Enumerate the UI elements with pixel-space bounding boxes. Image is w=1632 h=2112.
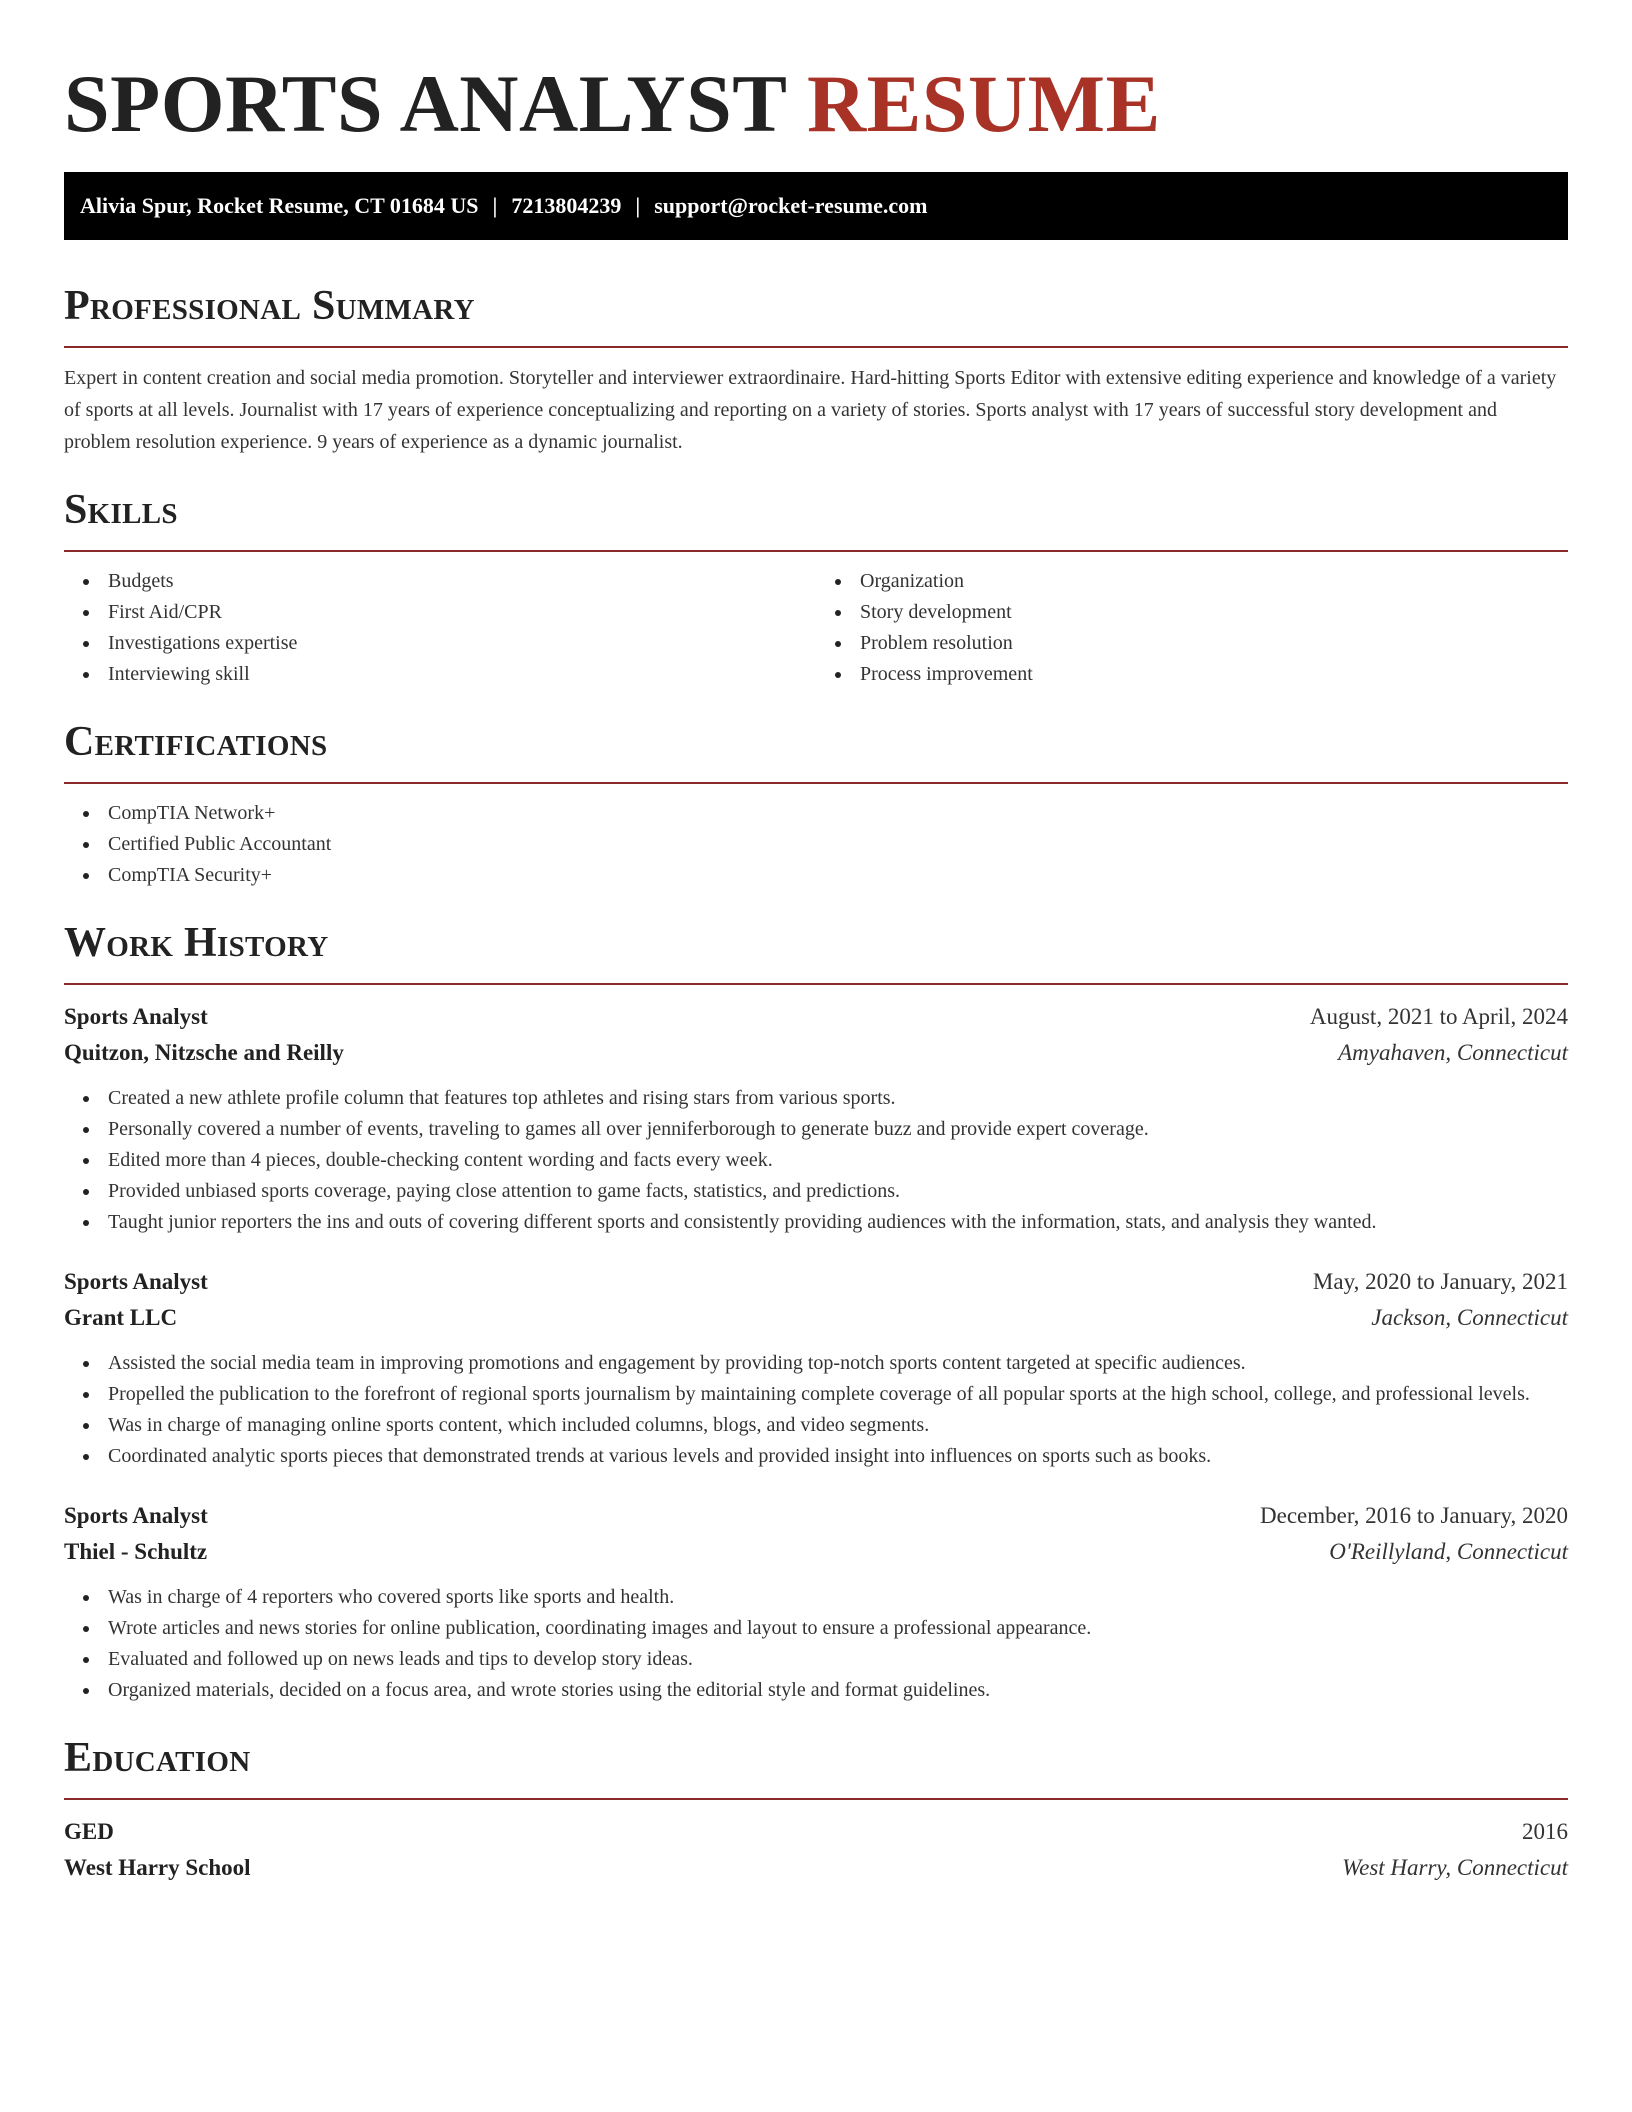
skill-item: Story development xyxy=(816,597,1568,628)
job-duties xyxy=(64,1348,1568,1472)
job-location: Amyahaven, Connecticut xyxy=(1338,1040,1568,1065)
skill-item: First Aid/CPR xyxy=(64,597,816,628)
contact-separator: | xyxy=(492,193,498,218)
job-duty: Organized materials, decided on a focus area, and wrote stories using the editorial style and format guidelines. xyxy=(64,1675,1568,1706)
education-heading: Education xyxy=(64,1735,251,1781)
job-duty: Wrote articles and news stories for online publication, coordinating images and layout to ensure a professional appearance. xyxy=(64,1613,1568,1644)
job-duty: Created a new athlete profile column that features top athletes and rising stars from various sports. xyxy=(64,1083,1568,1114)
job-entry xyxy=(64,1498,1568,1706)
job-entry xyxy=(64,1264,1568,1472)
job-duty: Evaluated and followed up on news leads and tips to develop story ideas. xyxy=(64,1644,1568,1675)
certification-item: Certified Public Accountant xyxy=(64,829,1568,860)
job-header-row xyxy=(64,1264,1568,1300)
education-location: West Harry, Connecticut xyxy=(1342,1855,1568,1880)
job-title: Sports Analyst xyxy=(64,1004,208,1029)
job-company-row xyxy=(64,1035,1568,1071)
work-history-heading: Work History xyxy=(64,920,329,966)
job-company: Quitzon, Nitzsche and Reilly xyxy=(64,1040,344,1065)
education-degree: GED xyxy=(64,1819,114,1844)
section-divider xyxy=(64,1798,1568,1800)
job-duties xyxy=(64,1582,1568,1706)
job-entry xyxy=(64,999,1568,1238)
job-duty: Taught junior reporters the ins and outs of covering different sports and consistently providing audiences with the information, stats, and analysis they wanted. xyxy=(64,1207,1568,1238)
skill-item: Investigations expertise xyxy=(64,628,816,659)
job-title: Sports Analyst xyxy=(64,1503,208,1528)
certifications-section xyxy=(64,716,1568,891)
job-dates: December, 2016 to January, 2020 xyxy=(1260,1503,1568,1528)
contact-phone: 7213804239 xyxy=(511,193,622,218)
title-main: SPORTS ANALYST xyxy=(64,58,786,149)
skill-item: Interviewing skill xyxy=(64,659,816,690)
job-title: Sports Analyst xyxy=(64,1269,208,1294)
certification-item: CompTIA Network+ xyxy=(64,798,1568,829)
skills-list-left xyxy=(64,566,816,690)
section-divider xyxy=(64,983,1568,985)
education-header-row xyxy=(64,1814,1568,1850)
job-company-row xyxy=(64,1300,1568,1336)
contact-bar xyxy=(64,172,1568,240)
contact-address: Alivia Spur, Rocket Resume, CT 01684 US xyxy=(80,193,479,218)
job-duty: Provided unbiased sports coverage, paying close attention to game facts, statistics, and predictions. xyxy=(64,1176,1568,1207)
education-school: West Harry School xyxy=(64,1855,251,1880)
education-section xyxy=(64,1732,1568,1886)
skill-item: Organization xyxy=(816,566,1568,597)
skill-item: Process improvement xyxy=(816,659,1568,690)
job-company: Grant LLC xyxy=(64,1305,178,1330)
job-duty: Was in charge of managing online sports content, which included columns, blogs, and video segments. xyxy=(64,1410,1568,1441)
contact-email: support@rocket-resume.com xyxy=(654,193,928,218)
skills-section xyxy=(64,484,1568,690)
job-duty: Propelled the publication to the forefront of regional sports journalism by maintaining complete coverage of all popular sports at the high school, college, and professional levels. xyxy=(64,1379,1568,1410)
job-header-row xyxy=(64,999,1568,1035)
job-company-row xyxy=(64,1534,1568,1570)
certifications-list xyxy=(64,798,1568,891)
job-duty: Coordinated analytic sports pieces that demonstrated trends at various levels and provided insight into influences on sports such as books. xyxy=(64,1441,1568,1472)
contact-separator: | xyxy=(635,193,641,218)
job-duty: Assisted the social media team in improving promotions and engagement by providing top-notch sports content targeted at specific audiences. xyxy=(64,1348,1568,1379)
skills-heading: Skills xyxy=(64,487,178,533)
job-company: Thiel - Schultz xyxy=(64,1539,208,1564)
skill-item: Problem resolution xyxy=(816,628,1568,659)
job-duties xyxy=(64,1083,1568,1238)
education-entry xyxy=(64,1814,1568,1886)
job-header-row xyxy=(64,1498,1568,1534)
education-school-row xyxy=(64,1850,1568,1886)
work-history-section xyxy=(64,917,1568,1706)
certifications-heading: Certifications xyxy=(64,719,328,765)
section-divider xyxy=(64,550,1568,552)
certification-item: CompTIA Security+ xyxy=(64,860,1568,891)
summary-text: Expert in content creation and social media promotion. Storyteller and interviewer extraordinaire. Hard-hitting Sports Editor with extensive editing experience and knowledge of a variety of sports at all levels. Journalist with 17 years of experience conceptualizing and reporting on a variety of stories. Sports analyst with 17 years of successful story development and problem resolution experience. 9 years of experience as a dynamic journalist. xyxy=(64,367,1557,453)
section-divider xyxy=(64,346,1568,348)
summary-section xyxy=(64,280,1568,458)
skill-item: Budgets xyxy=(64,566,816,597)
skills-list-right xyxy=(816,566,1568,690)
job-duty: Personally covered a number of events, traveling to games all over jenniferborough to generate buzz and provide expert coverage. xyxy=(64,1114,1568,1145)
education-year: 2016 xyxy=(1522,1819,1568,1844)
job-dates: May, 2020 to January, 2021 xyxy=(1312,1269,1568,1294)
skills-grid xyxy=(64,566,1568,690)
resume-title xyxy=(64,58,1568,150)
summary-heading: Professional Summary xyxy=(64,283,475,329)
job-duty: Was in charge of 4 reporters who covered sports like sports and health. xyxy=(64,1582,1568,1613)
title-accent: RESUME xyxy=(806,58,1161,149)
job-location: O'Reillyland, Connecticut xyxy=(1329,1539,1568,1564)
job-duty: Edited more than 4 pieces, double-checking content wording and facts every week. xyxy=(64,1145,1568,1176)
section-divider xyxy=(64,782,1568,784)
job-dates: August, 2021 to April, 2024 xyxy=(1309,1004,1568,1029)
job-location: Jackson, Connecticut xyxy=(1371,1305,1568,1330)
